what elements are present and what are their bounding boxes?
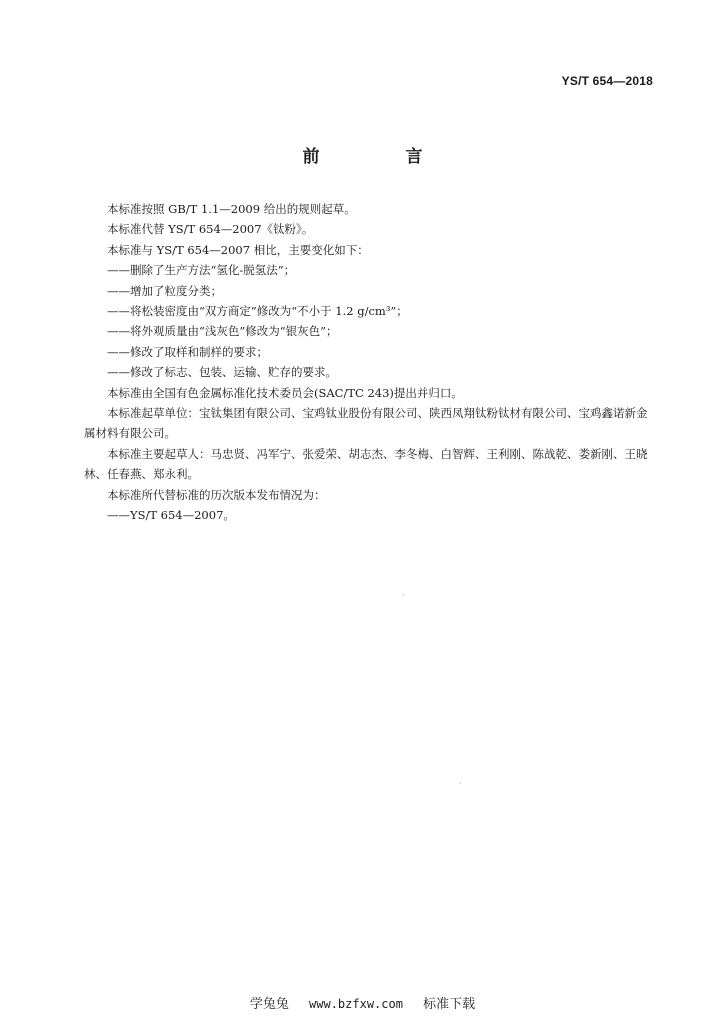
footer-site-name: 学兔兔	[249, 997, 289, 1012]
paragraph-previous-versions: 本标准所代替标准的历次版本发布情况为：	[107, 487, 326, 502]
standard-code: YS/T 654—2018	[561, 74, 653, 88]
change-item: ——将外观质量由“浅灰色”修改为“银灰色”；	[107, 324, 338, 339]
paragraph-proposed-by: 本标准由全国有色金属标准化技术委员会(SAC/TC 243)提出并归口。	[107, 385, 463, 400]
foreword-body	[84, 199, 650, 526]
footer-url: www.bzfxw.com	[309, 997, 403, 1011]
change-item: ——删除了生产方法“氢化-脱氢法”；	[107, 263, 296, 278]
paragraph-drafters: 本标准主要起草人：马忠贤、冯军宁、张爱荣、胡志杰、李冬梅、白智辉、王利刚、陈战乾、娄新刚、王晓林、任春燕、郑永利。	[84, 446, 648, 482]
page-title: 前 言	[302, 147, 463, 167]
paragraph-drafting-rules: 本标准按照 GB/T 1.1—2009 给出的规则起草。	[107, 202, 356, 216]
paragraph-replaces: 本标准代替 YS/T 654—2007《钛粉》。	[107, 222, 314, 237]
previous-version-item: ——YS/T 654—2007。	[107, 508, 235, 523]
change-item: ——修改了标志、包装、运输、贮存的要求。	[107, 365, 337, 380]
watermark-footer	[0, 993, 725, 1012]
paragraph-drafting-units: 本标准起草单位：宝钛集团有限公司、宝鸡钛业股份有限公司、陕西凤翔钛粉钛材有限公司、宝鸡鑫诺新金属材料有限公司。	[84, 406, 648, 441]
change-item: ——增加了粒度分类；	[107, 283, 222, 298]
change-item: ——将松装密度由“双方商定”修改为“不小于 1.2 g/cm³”；	[107, 304, 408, 319]
change-item: ——修改了取样和制样的要求；	[107, 344, 268, 359]
paragraph-main-changes: 本标准与 YS/T 654—2007 相比，主要变化如下：	[107, 242, 369, 257]
scan-speck: ·	[402, 591, 405, 600]
scan-speck: ·	[459, 779, 462, 788]
footer-tagline: 标准下载	[423, 997, 476, 1012]
